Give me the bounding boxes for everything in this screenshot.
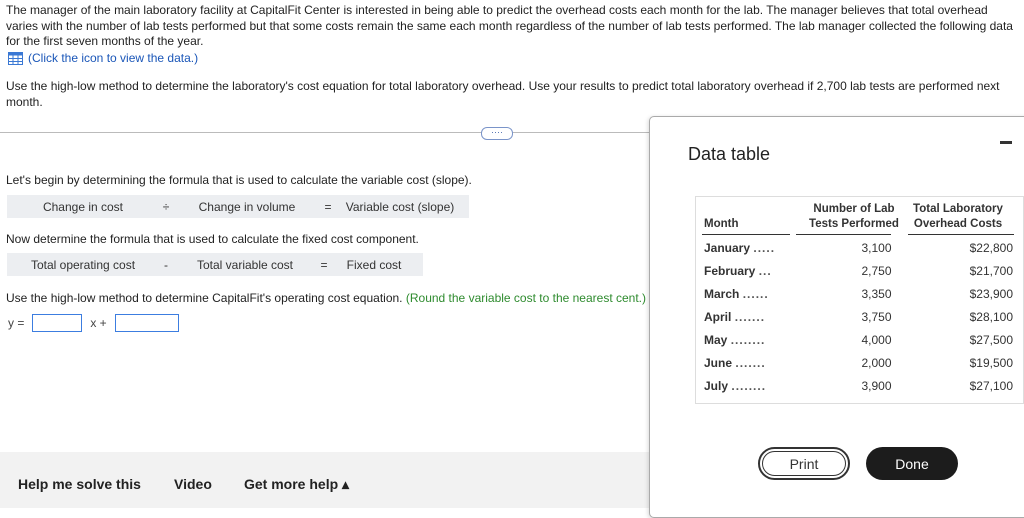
tests-cell: 2,750 — [861, 264, 892, 278]
step3-text — [6, 291, 646, 305]
month-cell: February ... — [704, 264, 772, 278]
bottom-toolbar — [0, 452, 650, 508]
data-table-popup — [649, 116, 1024, 518]
formula-total-variable-cost: Total variable cost — [196, 257, 294, 272]
question-text: Use the high-low method to determine the laboratory's cost equation for total laboratory overhead. Use your results to predict total laboratory overhead if 2,700 lab tests are performed next month. — [6, 79, 1000, 109]
tests-cell: 2,000 — [861, 356, 892, 370]
cost-cell: $23,900 — [969, 287, 1013, 301]
table-row — [696, 306, 1023, 329]
step2-text: Now determine the formula that is used to calculate the fixed cost component. — [6, 232, 419, 246]
table-icon — [8, 52, 23, 65]
cost-cell: $28,100 — [969, 310, 1013, 324]
problem-intro: The manager of the main laboratory facility at CapitalFit Center is interested in being able to predict the overhead costs each month for the lab. The manager believes that total overhead varies with the number of lab tests performed but that some costs remain the same each month regardless of the number of lab tests performed. The lab manager collected the following data for the first seven months of the year. — [6, 3, 1013, 48]
cost-cell: $19,500 — [969, 356, 1013, 370]
formula-change-in-cost: Change in cost — [42, 199, 124, 214]
month-cell: May ........ — [704, 333, 766, 347]
tests-cell: 3,350 — [861, 287, 892, 301]
table-row — [696, 237, 1023, 260]
divide-operator: ÷ — [162, 199, 170, 214]
formula-total-operating-cost: Total operating cost — [30, 257, 136, 272]
video-button[interactable]: Video — [174, 476, 212, 492]
cost-cell: $27,500 — [969, 333, 1013, 347]
help-me-solve-button[interactable]: Help me solve this — [18, 476, 141, 492]
x-plus-label: x + — [90, 316, 107, 330]
minimize-icon[interactable] — [1000, 141, 1012, 144]
minus-operator: - — [164, 257, 168, 272]
month-cell: April ....... — [704, 310, 766, 324]
header-cost-line1: Total Laboratory — [913, 203, 1003, 215]
equals-operator: = — [320, 257, 328, 272]
get-more-help-button[interactable]: Get more help ▴ — [244, 476, 350, 492]
data-table — [695, 196, 1024, 404]
expand-more-button[interactable]: ···· — [481, 127, 513, 140]
table-row — [696, 283, 1023, 306]
equals-operator: = — [324, 199, 332, 214]
formula-fixed-cost: Fixed cost — [346, 257, 402, 272]
table-row — [696, 375, 1023, 398]
month-cell: June ....... — [704, 356, 766, 370]
done-button[interactable]: Done — [866, 447, 958, 480]
cost-cell: $22,800 — [969, 241, 1013, 255]
popup-title: Data table — [688, 144, 771, 164]
table-row — [696, 352, 1023, 375]
header-underline — [908, 234, 1014, 235]
tests-cell: 4,000 — [861, 333, 892, 347]
tests-cell: 3,900 — [861, 379, 892, 393]
header-month: Month — [704, 218, 739, 230]
header-underline — [702, 234, 790, 235]
header-cost — [903, 202, 1013, 232]
formula-variable-cost: Variable cost (slope) — [345, 199, 455, 214]
intercept-input[interactable] — [115, 314, 179, 332]
slope-input[interactable] — [32, 314, 82, 332]
month-cell: July ........ — [704, 379, 767, 393]
header-underline — [796, 234, 891, 235]
tests-cell: 3,750 — [861, 310, 892, 324]
y-equals-label: y = — [8, 316, 25, 330]
table-row — [696, 260, 1023, 283]
rounding-hint: (Round the variable cost to the nearest cent.) — [405, 291, 646, 305]
print-button[interactable] — [758, 447, 850, 480]
print-button-label[interactable]: Print — [762, 451, 846, 476]
cost-cell: $21,700 — [969, 264, 1013, 278]
cost-cell: $27,100 — [969, 379, 1013, 393]
cost-equation — [8, 314, 179, 332]
header-tests — [794, 202, 914, 232]
fixed-cost-formula — [7, 253, 423, 276]
header-cost-line2: Overhead Costs — [913, 218, 1003, 230]
tests-cell: 3,100 — [861, 241, 892, 255]
step3-instruction: Use the high-low method to determine CapitalFit's operating cost equation. — [6, 291, 403, 305]
header-tests-line1: Number of Lab — [813, 203, 895, 215]
view-data-link[interactable] — [8, 51, 198, 65]
variable-cost-formula — [7, 195, 469, 218]
view-data-label[interactable]: (Click the icon to view the data.) — [28, 51, 199, 65]
section-divider — [0, 132, 650, 133]
header-tests-line2: Tests Performed — [809, 218, 899, 230]
month-cell: January ..... — [704, 241, 776, 255]
step1-text: Let's begin by determining the formula that is used to calculate the variable cost (slope). — [6, 173, 472, 187]
table-row — [696, 329, 1023, 352]
formula-change-in-volume: Change in volume — [198, 199, 296, 214]
month-cell: March ...... — [704, 287, 769, 301]
